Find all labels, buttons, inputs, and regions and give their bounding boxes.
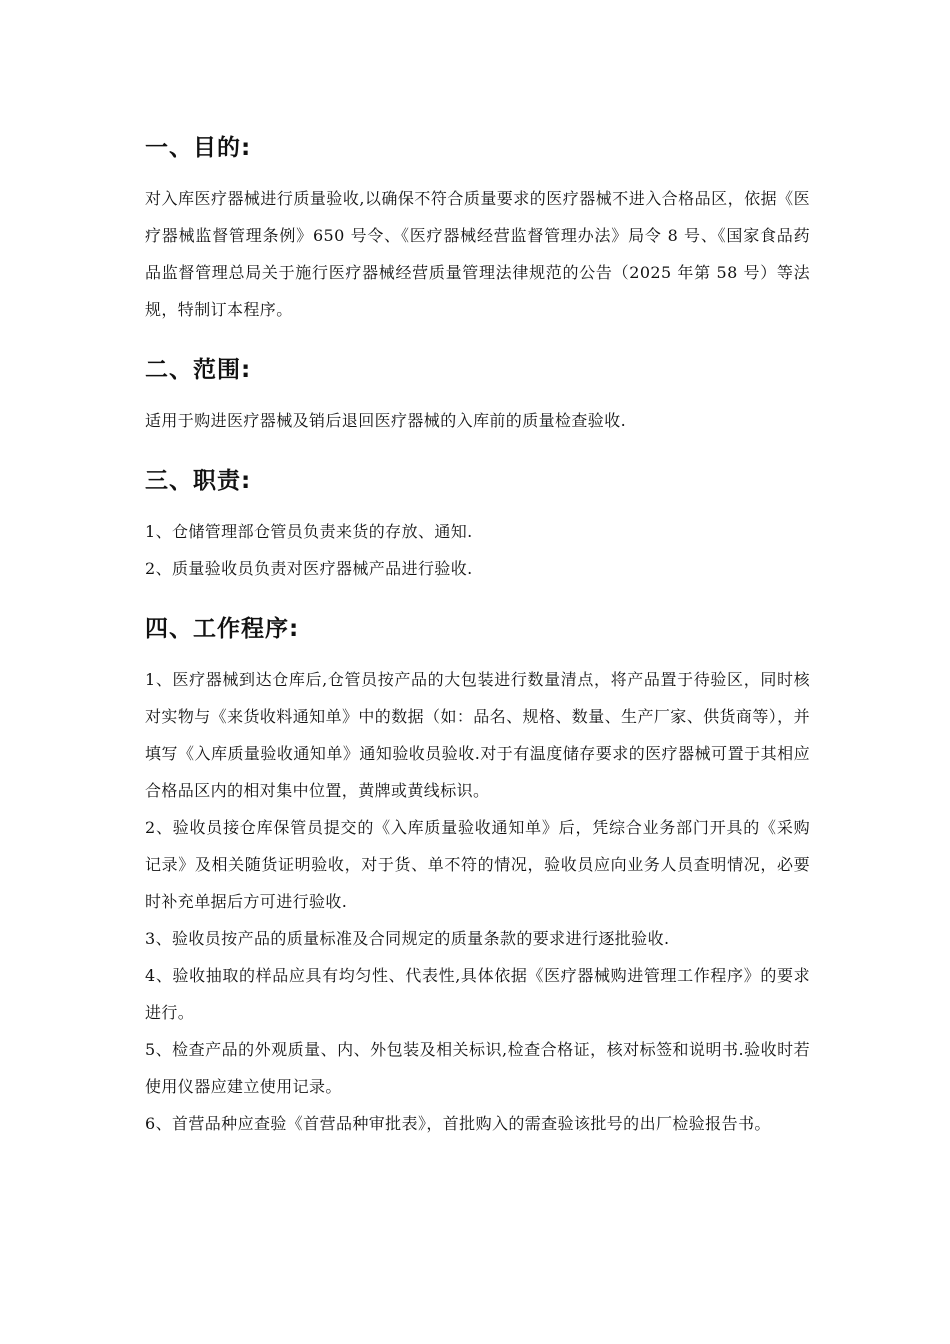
section-heading-responsibilities: 三、职责:	[145, 468, 252, 494]
paragraph: 3、验收员按产品的质量标准及合同规定的质量条款的要求进行逐批验收.	[145, 929, 670, 948]
paragraph: 1、仓储管理部仓管员负责来货的存放、通知.	[145, 522, 473, 541]
paragraph: 1、医疗器械到达仓库后,仓管员按产品的大包装进行数量清点，将产品置于待验区，同时核对实物与《来货收料通知单》中的数据（如：品名、规格、数量、生产厂家、供货商等），并填写《入库质量验收通知单》通知验收员验收.对于有温度储存要求的医疗器械可置于其相应合格品区内的相对集中位置，黄牌或黄线标识。	[145, 670, 810, 800]
section-heading-purpose: 一、目的:	[145, 135, 252, 161]
paragraph: 2、质量验收员负责对医疗器械产品进行验收.	[145, 559, 473, 578]
paragraph: 对入库医疗器械进行质量验收,以确保不符合质量要求的医疗器械不进入合格品区，依据《医疗器械监督管理条例》650 号令、《医疗器械经营监督管理办法》局令 8 号、《国家食品药品监督管理总局关于施行医疗器械经营质量管理法律规范的公告（2025 年第 58 号）等法规，特制订本程序。	[145, 189, 810, 319]
section-heading-procedure: 四、工作程序:	[145, 616, 300, 642]
paragraph: 4、验收抽取的样品应具有均匀性、代表性,具体依据《医疗器械购进管理工作程序》的要求进行。	[145, 966, 810, 1022]
paragraph: 5、检查产品的外观质量、内、外包装及相关标识,检查合格证，核对标签和说明书.验收时若使用仪器应建立使用记录。	[145, 1040, 810, 1096]
document-page	[145, 128, 810, 1142]
section-heading-scope: 二、范围:	[145, 357, 252, 383]
paragraph: 适用于购进医疗器械及销后退回医疗器械的入库前的质量检查验收.	[145, 411, 627, 430]
paragraph: 6、首营品种应查验《首营品种审批表》，首批购入的需查验该批号的出厂检验报告书。	[145, 1114, 771, 1133]
paragraph: 2、验收员接仓库保管员提交的《入库质量验收通知单》后，凭综合业务部门开具的《采购记录》及相关随货证明验收，对于货、单不符的情况，验收员应向业务人员查明情况，必要时补充单据后方可进行验收.	[145, 818, 810, 911]
